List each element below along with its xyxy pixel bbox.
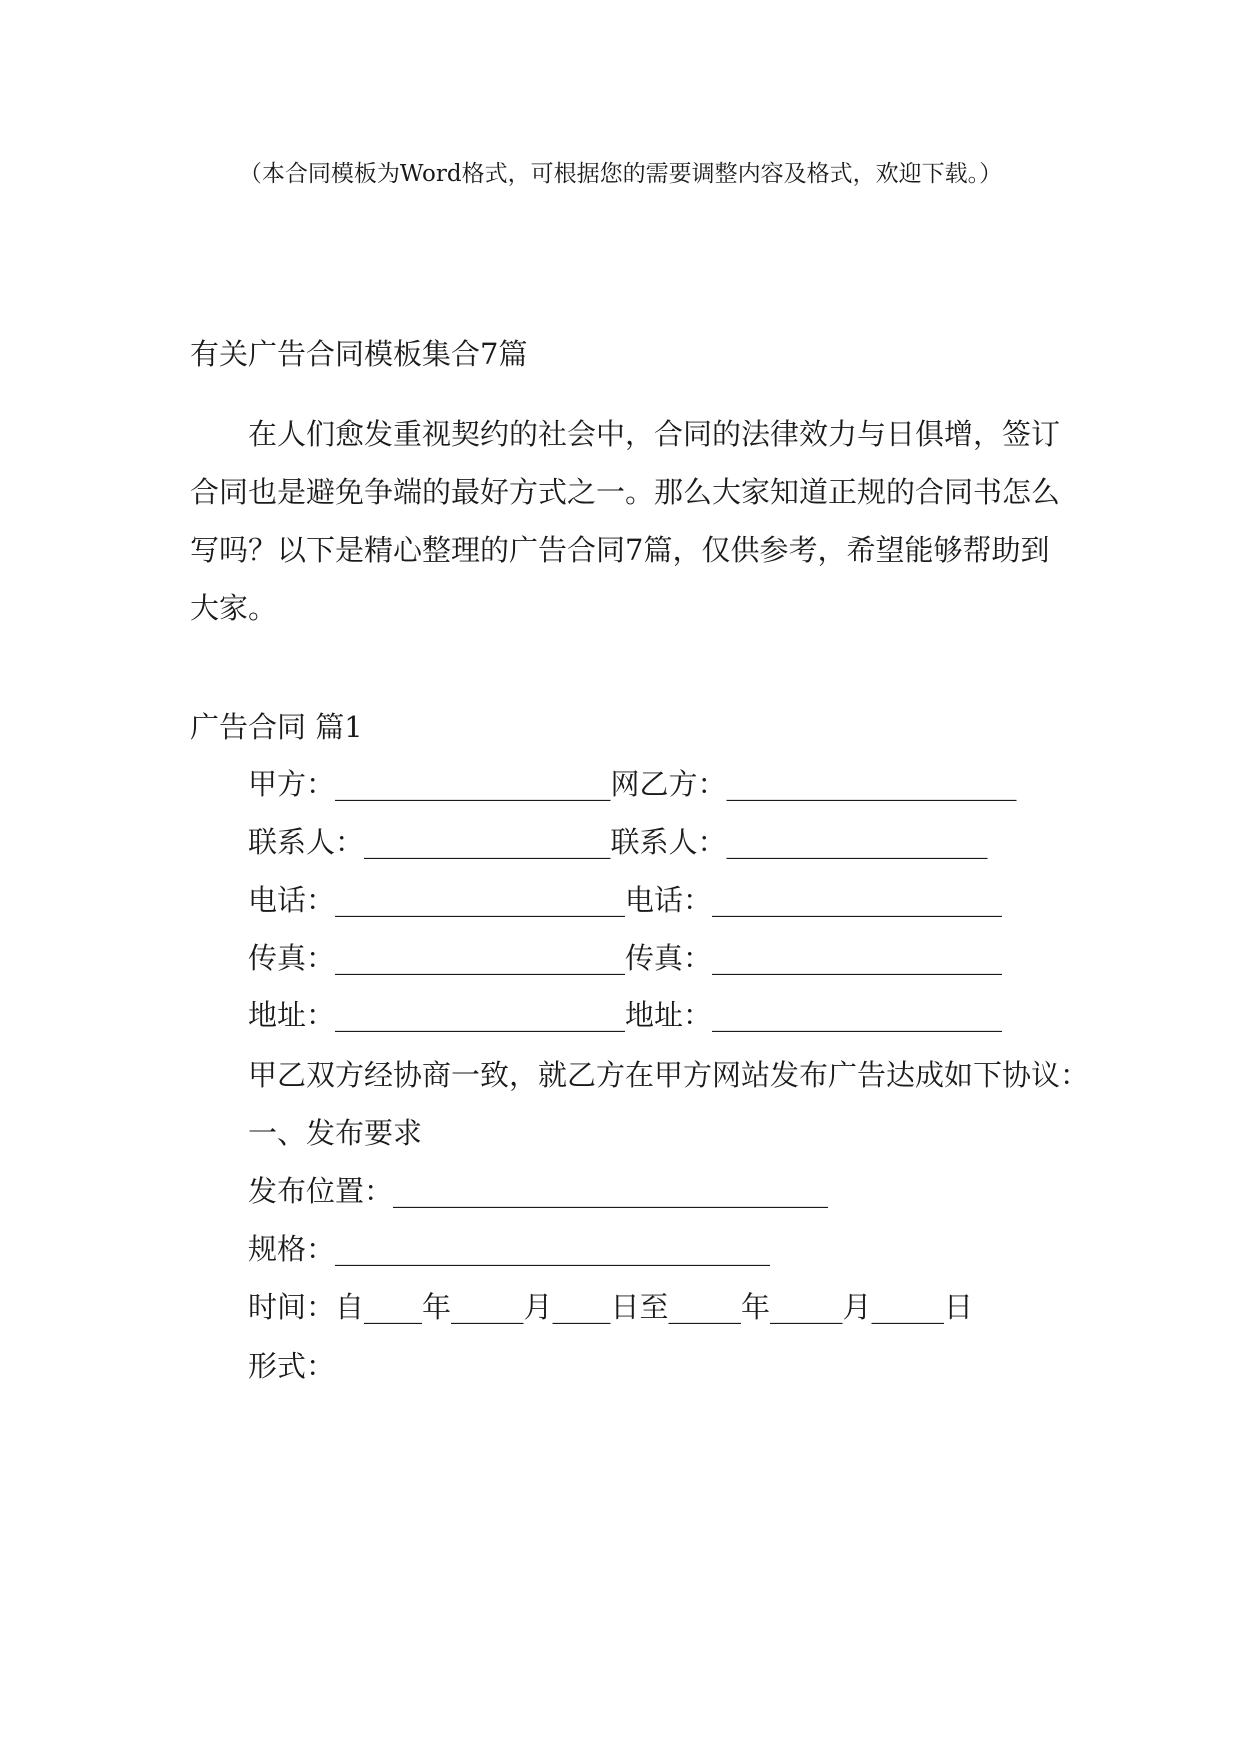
template-notice: （本合同模板为Word格式，可根据您的需要调整内容及格式，欢迎下载。） — [238, 161, 1003, 187]
intro-line-2: 合同也是避免争端的最好方式之一。那么大家知道正规的合同书怎么 — [190, 475, 1061, 509]
publish-position-field: 发布位置：______________________________ — [248, 1174, 829, 1208]
intro-line-4: 大家。 — [190, 591, 278, 625]
clause-heading: 一、发布要求 — [248, 1116, 423, 1150]
agreement-statement: 甲乙双方经协商一致，就乙方在甲方网站发布广告达成如下协议： — [248, 1058, 1090, 1092]
time-field: 时间：自____年_____月____日至_____年_____月_____日 — [248, 1290, 974, 1324]
spec-field: 规格：______________________________ — [248, 1232, 771, 1266]
party-contact-row: 联系人：_________________联系人：__________________ — [248, 825, 988, 859]
document-title: 有关广告合同模板集合7篇 — [190, 337, 528, 371]
party-fax-row: 传真：____________________传真：____________________ — [248, 941, 1003, 975]
party-address-row: 地址：____________________地址：____________________ — [248, 998, 1003, 1032]
party-phone-row: 电话：____________________电话：____________________ — [248, 883, 1003, 917]
section-heading: 广告合同 篇1 — [190, 710, 363, 744]
form-field: 形式： — [248, 1349, 336, 1383]
intro-line-1: 在人们愈发重视契约的社会中，合同的法律效力与日俱增，签订 — [248, 417, 1061, 451]
party-name-row: 甲方：___________________网乙方：____________________ — [248, 767, 1017, 801]
intro-line-3: 写吗？以下是精心整理的广告合同7篇，仅供参考，希望能够帮助到 — [190, 533, 1050, 567]
